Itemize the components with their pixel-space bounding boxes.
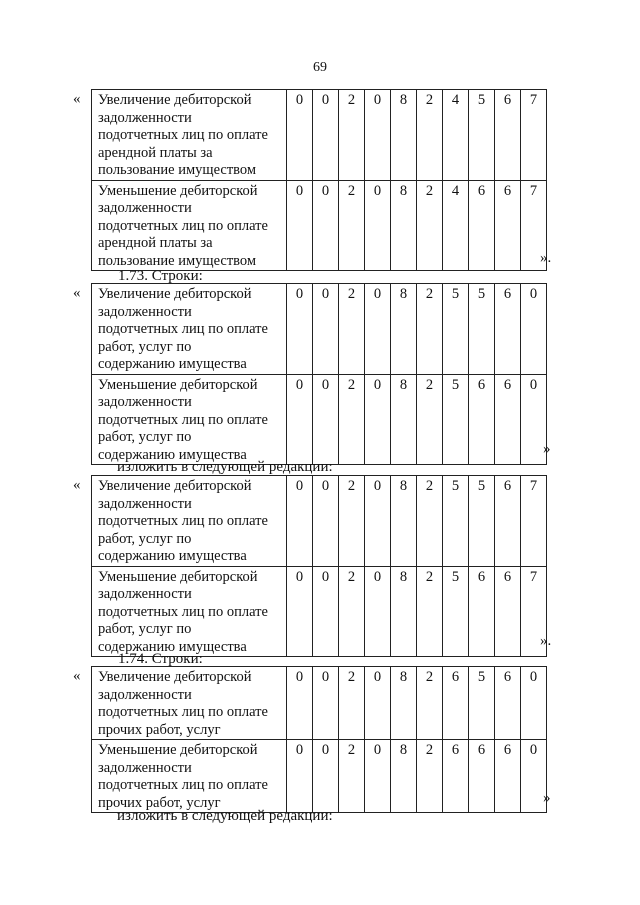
code-digit-cell: 8: [391, 667, 417, 740]
code-digit-cell: 5: [469, 667, 495, 740]
description-line: задолженности: [98, 759, 192, 776]
code-digit-cell: 2: [417, 566, 443, 657]
description-line: Увеличение дебиторской: [98, 92, 252, 108]
row-description: [92, 566, 287, 657]
code-digit-cell: 0: [313, 180, 339, 271]
description-line: задолженности: [98, 586, 192, 602]
code-digit-cell: 0: [521, 740, 547, 813]
code-digit-cell: 8: [391, 90, 417, 181]
code-digit-cell: 0: [521, 284, 547, 375]
account-code-table: [91, 89, 547, 271]
code-digit-cell: 0: [287, 566, 313, 657]
description-line: Уменьшение дебиторской: [98, 182, 258, 199]
account-code-table: [91, 475, 547, 657]
code-digit-cell: 6: [495, 566, 521, 657]
code-digit-cell: 8: [391, 374, 417, 465]
section-caption: 1.73. Строки:: [118, 268, 203, 284]
code-digit-cell: 5: [443, 476, 469, 567]
quote-open-mark: «: [73, 477, 81, 493]
code-digit-cell: 5: [469, 90, 495, 181]
table-row: [92, 180, 547, 271]
quote-open-mark: «: [73, 668, 81, 684]
row-description: [92, 374, 287, 465]
code-digit-cell: 8: [391, 180, 417, 271]
code-digit-cell: 5: [469, 284, 495, 375]
code-digit-cell: 2: [417, 90, 443, 181]
description-line: содержанию имущества: [98, 548, 247, 564]
description-line: арендной платы за: [98, 235, 213, 251]
description-line: подотчетных лиц по оплате: [98, 704, 268, 720]
code-digit-cell: 0: [313, 566, 339, 657]
description-line: подотчетных лиц по оплате: [98, 217, 268, 234]
table-row: [92, 476, 547, 567]
code-digit-cell: 0: [313, 90, 339, 181]
table-row: [92, 374, 547, 465]
code-digit-cell: 0: [365, 90, 391, 181]
code-digit-cell: 6: [495, 284, 521, 375]
code-digit-cell: 0: [313, 667, 339, 740]
code-digit-cell: 0: [365, 476, 391, 567]
code-digit-cell: 6: [443, 740, 469, 813]
description-line: задолженности: [98, 686, 192, 703]
description-line: арендной платы за: [98, 144, 213, 161]
code-digit-cell: 0: [287, 374, 313, 465]
description-line: подотчетных лиц по оплате: [98, 321, 268, 337]
code-digit-cell: 6: [469, 740, 495, 813]
code-digit-cell: 0: [313, 284, 339, 375]
description-line: Уменьшение дебиторской: [98, 376, 258, 393]
description-line: Увеличение дебиторской: [98, 669, 252, 685]
code-digit-cell: 2: [417, 667, 443, 740]
code-digit-cell: 2: [339, 740, 365, 813]
code-digit-cell: 5: [443, 566, 469, 657]
code-digit-cell: 0: [365, 667, 391, 740]
description-line: подотчетных лиц по оплате: [98, 411, 268, 428]
description-line: задолженности: [98, 394, 192, 410]
quote-close-mark: ».: [540, 633, 552, 649]
page-number: 69: [313, 60, 327, 75]
quote-open-mark: «: [73, 91, 81, 107]
code-digit-cell: 0: [313, 476, 339, 567]
code-digit-cell: 6: [495, 476, 521, 567]
code-digit-cell: 2: [339, 476, 365, 567]
quote-close-mark: »: [543, 790, 551, 806]
code-digit-cell: 6: [443, 667, 469, 740]
code-digit-cell: 7: [521, 566, 547, 657]
code-digit-cell: 0: [287, 180, 313, 271]
description-line: задолженности: [98, 495, 192, 512]
code-digit-cell: 0: [365, 740, 391, 813]
code-digit-cell: 0: [521, 374, 547, 465]
code-digit-cell: 5: [443, 284, 469, 375]
section-caption: 1.74. Строки:: [118, 651, 203, 667]
code-digit-cell: 2: [339, 667, 365, 740]
row-description: [92, 667, 287, 740]
code-digit-cell: 0: [313, 740, 339, 813]
description-line: задолженности: [98, 109, 192, 126]
code-digit-cell: 0: [287, 667, 313, 740]
code-digit-cell: 0: [365, 566, 391, 657]
code-digit-cell: 8: [391, 566, 417, 657]
description-line: прочих работ, услуг: [98, 794, 221, 811]
table-row: [92, 284, 547, 375]
section-caption: изложить в следующей редакции:: [117, 808, 333, 824]
description-line: Увеличение дебиторской: [98, 478, 252, 494]
code-digit-cell: 8: [391, 740, 417, 813]
code-digit-cell: 4: [443, 90, 469, 181]
code-digit-cell: 0: [365, 374, 391, 465]
code-digit-cell: 6: [495, 667, 521, 740]
code-digit-cell: 4: [443, 180, 469, 271]
table-row: [92, 566, 547, 657]
code-digit-cell: 2: [417, 374, 443, 465]
code-digit-cell: 2: [417, 180, 443, 271]
code-digit-cell: 8: [391, 284, 417, 375]
code-digit-cell: 2: [339, 180, 365, 271]
account-code-table: [91, 283, 547, 465]
code-digit-cell: 6: [495, 180, 521, 271]
code-digit-cell: 7: [521, 476, 547, 567]
quote-open-mark: «: [73, 285, 81, 301]
description-line: работ, услуг по: [98, 338, 192, 355]
description-line: подотчетных лиц по оплате: [98, 513, 268, 529]
code-digit-cell: 2: [417, 740, 443, 813]
code-digit-cell: 7: [521, 180, 547, 271]
section-caption: изложить в следующей редакции:: [117, 459, 333, 475]
code-digit-cell: 6: [495, 90, 521, 181]
code-digit-cell: 2: [339, 284, 365, 375]
quote-close-mark: ».: [540, 250, 552, 266]
description-line: работ, услуг по: [98, 429, 192, 445]
description-line: содержанию имущества: [98, 356, 247, 372]
code-digit-cell: 2: [339, 566, 365, 657]
code-digit-cell: 8: [391, 476, 417, 567]
description-line: подотчетных лиц по оплате: [98, 777, 268, 793]
description-line: Уменьшение дебиторской: [98, 568, 258, 585]
description-line: Уменьшение дебиторской: [98, 742, 258, 758]
description-line: подотчетных лиц по оплате: [98, 127, 268, 143]
code-digit-cell: 6: [495, 374, 521, 465]
row-description: [92, 284, 287, 375]
row-description: [92, 740, 287, 813]
code-digit-cell: 0: [365, 180, 391, 271]
code-digit-cell: 6: [469, 566, 495, 657]
description-line: пользование имуществом: [98, 252, 257, 269]
account-code-table: [91, 666, 547, 813]
row-description: [92, 180, 287, 271]
description-line: содержанию имущества: [98, 446, 247, 463]
row-description: [92, 90, 287, 181]
code-digit-cell: 0: [287, 90, 313, 181]
description-line: прочих работ, услуг: [98, 721, 221, 738]
code-digit-cell: 6: [469, 374, 495, 465]
table-row: [92, 667, 547, 740]
description-line: Увеличение дебиторской: [98, 286, 252, 302]
code-digit-cell: 6: [469, 180, 495, 271]
table-row: [92, 740, 547, 813]
code-digit-cell: 0: [365, 284, 391, 375]
code-digit-cell: 2: [339, 374, 365, 465]
code-digit-cell: 0: [313, 374, 339, 465]
code-digit-cell: 6: [495, 740, 521, 813]
code-digit-cell: 0: [287, 740, 313, 813]
table-row: [92, 90, 547, 181]
description-line: пользование имуществом: [98, 162, 257, 178]
code-digit-cell: 2: [417, 284, 443, 375]
code-digit-cell: 2: [339, 90, 365, 181]
code-digit-cell: 5: [469, 476, 495, 567]
description-line: содержанию имущества: [98, 638, 247, 655]
description-line: подотчетных лиц по оплате: [98, 603, 268, 620]
code-digit-cell: 2: [417, 476, 443, 567]
description-line: работ, услуг по: [98, 621, 192, 637]
code-digit-cell: 7: [521, 90, 547, 181]
quote-close-mark: »: [543, 441, 551, 457]
description-line: работ, услуг по: [98, 530, 192, 547]
row-description: [92, 476, 287, 567]
description-line: задолженности: [98, 200, 192, 216]
description-line: задолженности: [98, 303, 192, 320]
code-digit-cell: 0: [521, 667, 547, 740]
code-digit-cell: 0: [287, 476, 313, 567]
code-digit-cell: 5: [443, 374, 469, 465]
code-digit-cell: 0: [287, 284, 313, 375]
